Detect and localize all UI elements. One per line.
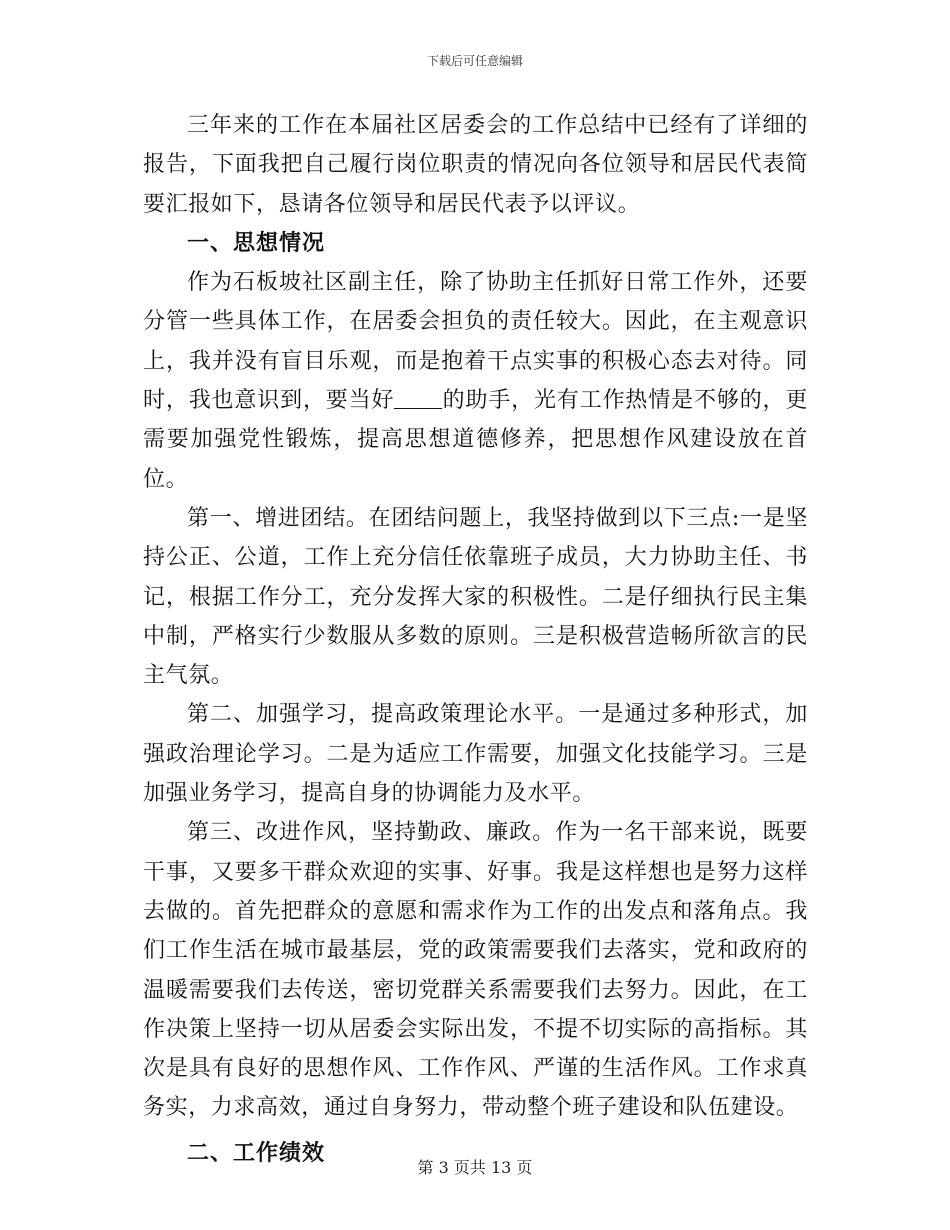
section-heading-performance: 二、工作绩效 (187, 1140, 326, 1166)
paragraph-unity: 第一、增进团结。在团结问题上，我坚持做到以下三点:一是坚持公正、公道，工作上充分信任依靠班子成员，大力协助主任、书记，根据工作分工，充分发挥大家的积极性。二是仔细执行民主集中制，严格实行少数服从多数的原则。三是积极营造畅所欲言的民主气氛。 (143, 505, 808, 689)
section-heading-thought: 一、思想情况 (187, 230, 326, 256)
document-body (143, 106, 808, 1173)
page-header: 下载后可任意编辑 (426, 54, 523, 68)
page-footer: 第 3 页共 13 页 (417, 1158, 533, 1177)
blank-underline (394, 386, 442, 409)
paragraph-thought-part2: 的助手，光有工作热情是不够的，更需要加强党性锻炼，提高思想道德修养，把思想作风建设放在首位。 (143, 388, 808, 492)
paragraph-thought (143, 263, 808, 499)
paragraph-thought-part1: 作为石板坡社区副主任，除了协助主任抓好日常工作外，还要分管一些具体工作，在居委会担负的责任较大。因此，在主观意识上，我并没有盲目乐观，而是抱着干点实事的积极心态去对待。同时，我也意识到，要当好 (143, 270, 808, 414)
paragraph-style: 第三、改进作风，坚持勤政、廉政。作为一名干部来说，既要干事，又要多干群众欢迎的实事、好事。我是这样想也是努力这样去做的。首先把群众的意愿和需求作为工作的出发点和落角点。我们工作生活在城市最基层，党的政策需要我们去落实，党和政府的温暖需要我们去传送，密切党群关系需要我们去努力。因此，在工作决策上坚持一切从居委会实际出发，不提不切实际的高指标。其次是具有良好的思想作风、工作作风、严谨的生活作风。工作求真务实，力求高效，通过自身努力，带动整个班子建设和队伍建设。 (143, 820, 808, 1121)
paragraph-study: 第二、加强学习，提高政策理论水平。一是通过多种形式，加强政治理论学习。二是为适应工作需要，加强文化技能学习。三是加强业务学习，提高自身的协调能力及水平。 (143, 702, 808, 807)
paragraph-intro: 三年来的工作在本届社区居委会的工作总结中已经有了详细的报告，下面我把自己履行岗位职责的情况向各位领导和居民代表简要汇报如下，恳请各位领导和居民代表予以评议。 (143, 113, 808, 217)
